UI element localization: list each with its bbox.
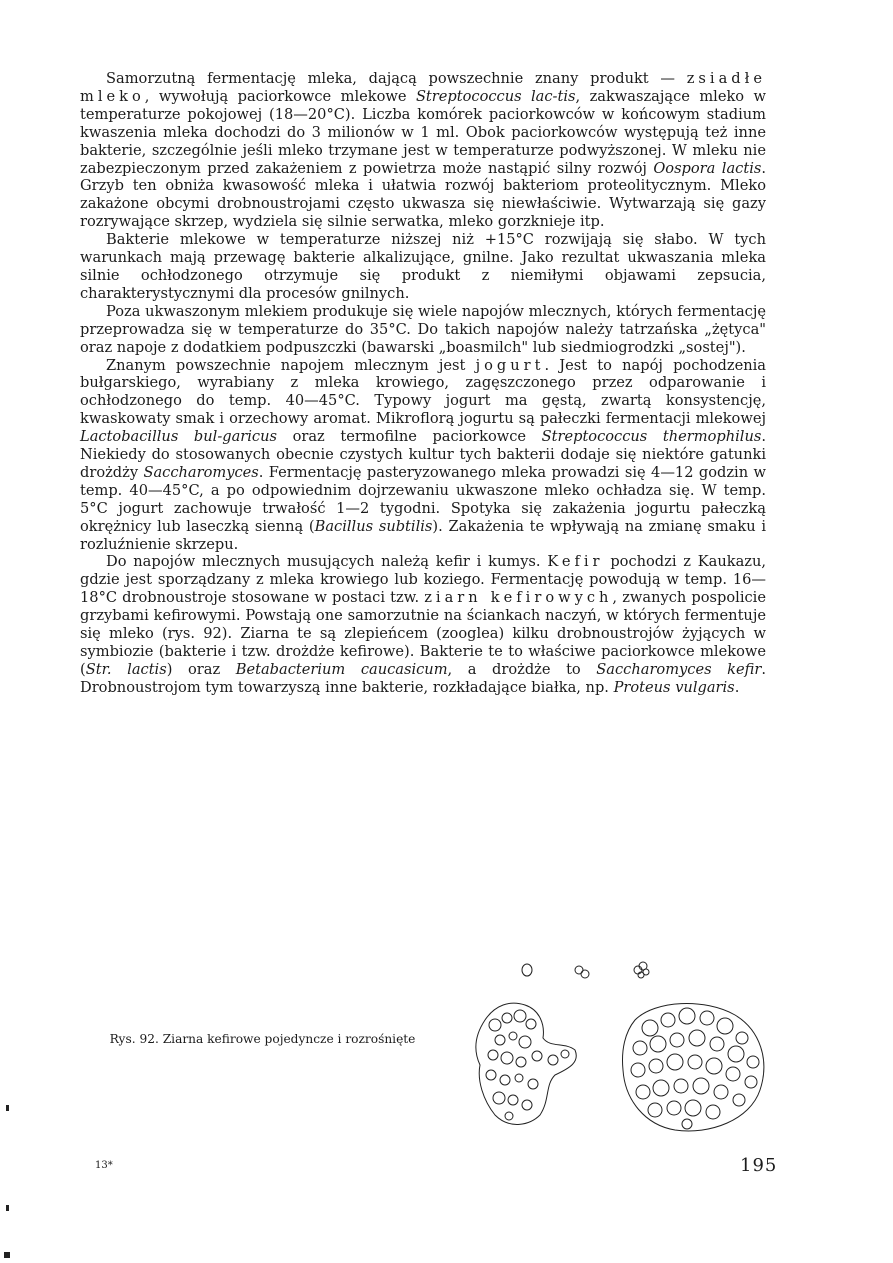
body-text [80, 70, 766, 697]
latin-name: Streptococcus thermophilus [541, 428, 762, 446]
latin-name: Streptococcus lac-tis [415, 87, 576, 105]
text-run: , zwanych pospolicie grzybami kefirowymi. Powstają one samorzutnie na ściankach naczyń, w których fermentuje się mleko (rys. 92). Ziarna te są zlepieńcem (zooglea) kilku drobnoustrojów żyjących w symbiozie (bakterie i tzw. drożdże kefirowe). Bakterie te to właściwe paciorkowce mlekowe ( [80, 589, 766, 678]
margin-mark [4, 1252, 10, 1258]
single-grain-1 [522, 964, 532, 976]
text-run: Poza ukwaszonym mlekiem produkuje się wiele napojów mlecznych, których fermentację przeprowadza się w temperaturze do 35°C. Do takich napojów należy tatrzańska „żętyca" oraz napoje z dodatkiem podpuszczki (bawarski „boasmilch" lub siedmiogrodzki „sostej"). [80, 302, 766, 356]
latin-name: Saccharomyces kefir [596, 660, 762, 678]
text-run: . [734, 678, 740, 696]
latin-name: Bacillus subtilis [314, 517, 433, 535]
figure-caption: Rys. 92. Ziarna kefirowe pojedyncze i rozrośnięte [109, 1032, 416, 1046]
text-run: . Fermentację pasteryzowanego mleka prowadzi się 4—12 godzin w temp. 40—45°C, a po odpowiednim dojrzewaniu ukwaszone mleko ochładza się. W temp. 5°C jogurt zachowuje trwałość 1—2 tygodni. Spotyka się zakażenia jogurtu pałeczką okrężnicy lub laseczką sienną ( [80, 463, 766, 535]
latin-name: Saccharomyces [143, 463, 259, 481]
text-run: . Drobnoustrojom tym towarzyszą inne bakterie, rozkładające białka, np. [80, 660, 766, 696]
text-run: oraz termofilne paciorkowce [277, 428, 542, 446]
spaced-term: jogurt [475, 356, 545, 374]
sheet-signature: 13* [95, 1160, 113, 1171]
paragraph [80, 303, 766, 357]
grown-grain-cluster-2 [623, 1004, 764, 1131]
spaced-term: Kefir [547, 553, 604, 571]
text-run: ). Zakażenia te wpływają na zmianę smaku i rozluźnienie skrzepu. [80, 517, 767, 553]
spaced-term: ziarn kefirowych [424, 589, 613, 607]
page-number: 195 [740, 1155, 778, 1176]
text-run: , a drożdże to [447, 660, 597, 678]
paragraph [80, 553, 766, 696]
single-grain-2 [575, 966, 589, 978]
text-run: . Niekiedy do stosowanych obecnie czystych kultur tych bakterii dodaje się niektóre gatunki drożdży [80, 428, 766, 481]
spaced-term: zsiadłe mleko [80, 70, 766, 105]
text-run: Do napojów mlecznych musujących należą kefir i kumys. [106, 553, 548, 571]
text-run: pochodzi z Kaukazu, gdzie jest sporządzany z mleka krowiego lub koziego. Fermentację powodują w temp. 16—18°C drobnoustroje stosowane w postaci tzw. [80, 553, 766, 607]
latin-name: Lactobacillus bul-garicus [80, 428, 277, 446]
margin-mark [6, 1205, 9, 1211]
text-run: , zakwaszające mleko w temperaturze pokojowej (18—20°C). Liczba komórek paciorkowców w końcowym stadium kwaszenia mleka dochodzi do 3 milionów w 1 ml. Obok paciorkowców występują też inne bakterie, szczególnie jeśli mleko trzymane jest w temperaturze podwyższonej. W mleku nie zabezpieczonym przed zakażeniem z powietrza może nastąpić silny rozwój [80, 87, 767, 177]
paragraph [80, 357, 766, 554]
text-run: , wywołują paciorkowce mlekowe [144, 87, 416, 105]
kefir-grains-illustration [455, 950, 785, 1150]
latin-name: Proteus vulgaris [613, 678, 735, 696]
paragraph [80, 70, 766, 231]
latin-name: Str. lactis [85, 660, 167, 678]
text-run: . Grzyb ten obniża kwasowość mleka i ułatwia rozwój bakteriom proteolitycznym. Mleko zakażone obcymi drobnoustrojami często ukwasza się niewłaściwie. Wytwarzają się gazy rozrywające skrzep, wydziela się silnie serwatka, mleko gorzknieje itp. [80, 159, 766, 231]
text-run: Bakterie mlekowe w temperaturze niższej niż +15°C rozwijają się słabo. W tych warunkach mają przewagę bakterie alkalizujące, gnilne. Jako rezultat ukwaszania mleka silnie ochłodzonego otrzymuje się produkt z niemiłymi objawami zepsucia, charakterystycznymi dla procesów gnilnych. [80, 231, 766, 302]
margin-mark [6, 1105, 9, 1111]
text-run: Samorzutną fermentację mleka, dającą powszechnie znany produkt — [106, 70, 687, 87]
latin-name: Betabacterium caucasicum [235, 660, 448, 678]
grown-grain-cluster-1 [476, 1003, 576, 1124]
text-run: . Jest to napój pochodzenia bułgarskiego, wyrabiany z mleka krowiego, zagęszczonego przez odparowanie i ochłodzonego do temp. 40—45°C. Typowy jogurt ma gęstą, zwartą konsystencję, kwaskowaty smak i orzechowy aromat. Mikroflorą jogurtu są pałeczki fermentacji mlekowej [80, 356, 766, 428]
paragraph [80, 231, 766, 303]
text-run: Znanym powszechnie napojem mlecznym jest [106, 356, 476, 374]
single-grain-3 [634, 962, 649, 978]
latin-name: Oospora lactis [653, 159, 762, 177]
text-run: ) oraz [166, 660, 236, 678]
